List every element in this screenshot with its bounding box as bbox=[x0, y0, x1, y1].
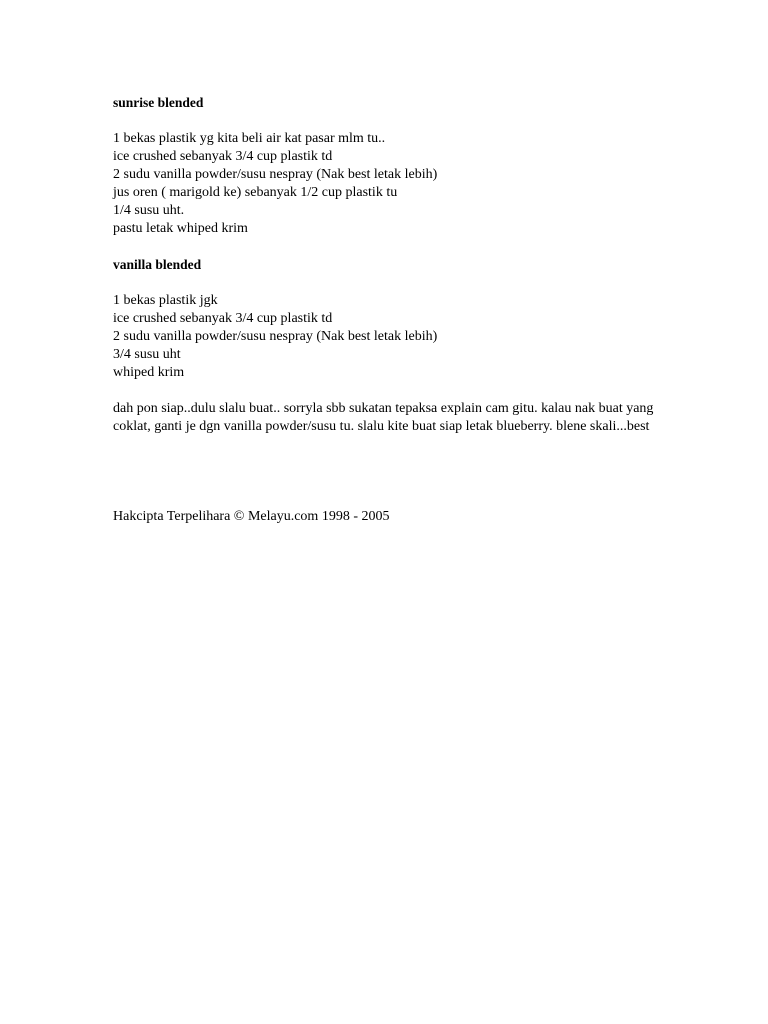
ingredient-line: 3/4 susu uht bbox=[113, 347, 181, 362]
copyright-footer: Hakcipta Terpelihara © Melayu.com 1998 - 2005 bbox=[113, 509, 390, 524]
ingredient-line: jus oren ( marigold ke) sebanyak 1/2 cup plastik tu bbox=[113, 185, 398, 200]
closing-note: dah pon siap..dulu slalu buat.. sorryla sbb sukatan tepaksa explain cam gitu. kalau nak buat yang coklat, ganti je dgn vanilla powder/susu tu. slalu kite buat siap letak blueberry. blene skali...best bbox=[113, 401, 654, 434]
spacer bbox=[113, 436, 673, 508]
spacer bbox=[113, 112, 673, 130]
document-page bbox=[113, 94, 673, 526]
ingredient-line: ice crushed sebanyak 3/4 cup plastik td bbox=[113, 149, 333, 164]
ingredient-line: 2 sudu vanilla powder/susu nespray (Nak best letak lebih) bbox=[113, 329, 438, 344]
spacer bbox=[113, 382, 673, 400]
recipe-title: vanilla blended bbox=[113, 257, 202, 272]
ingredient-list bbox=[113, 130, 673, 238]
ingredient-line: whiped krim bbox=[113, 365, 185, 380]
ingredient-line: pastu letak whiped krim bbox=[113, 221, 248, 236]
ingredient-line: ice crushed sebanyak 3/4 cup plastik td bbox=[113, 311, 333, 326]
spacer bbox=[113, 238, 673, 256]
ingredient-line: 1 bekas plastik jgk bbox=[113, 293, 218, 308]
ingredient-line: 1/4 susu uht. bbox=[113, 203, 185, 218]
recipe-title: sunrise blended bbox=[113, 95, 204, 110]
ingredient-line: 1 bekas plastik yg kita beli air kat pasar mlm tu.. bbox=[113, 131, 386, 146]
ingredient-list bbox=[113, 292, 673, 382]
ingredient-line: 2 sudu vanilla powder/susu nespray (Nak best letak lebih) bbox=[113, 167, 438, 182]
spacer bbox=[113, 274, 673, 292]
